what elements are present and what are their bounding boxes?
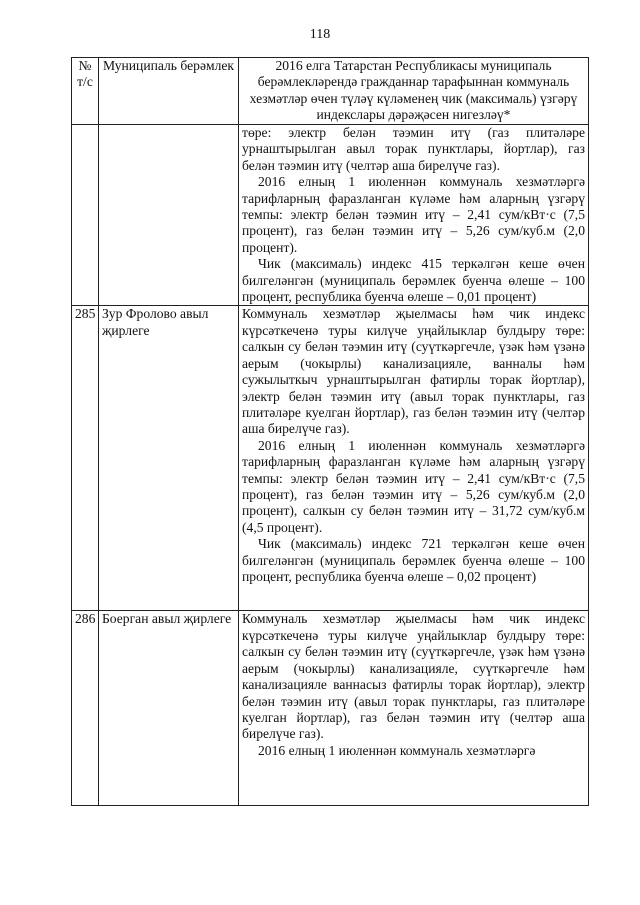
- row-description: [239, 125, 589, 306]
- header-municipality: Муниципаль берәмлек: [99, 58, 239, 125]
- paragraph: төре: электр белән тәэмин итү (газ плитәләре урнаштырылган авыл торак пунктлары, йортлар), газ белән тәэмин итү (челтәр аша бирелүче газ).: [242, 125, 585, 173]
- paragraph: Чик (максималь) индекс 721 теркәлгән кеше өчен билгеләнгән (муниципаль берәмлек буенча өлеше – 100 процент, республика буенча өлеше – 0,02 процент): [242, 536, 585, 584]
- table-row: [72, 306, 589, 611]
- page-number: 118: [309, 27, 331, 42]
- paragraph: 2016 елның 1 июленнән коммуналь хезмәтләргә тарифларның фаразланган күләме һәм аларның үзгәрү темпы: электр белән тәэмин итү – 2,41 сум/кВт·с (7,5 процент), газ белән тәэмин итү – 5,26 сум/куб.м (2,0 процент), салкын су белән тәэмин итү – 31,72 сум/куб.м (4,5 процент).: [242, 437, 585, 535]
- row-description: [239, 611, 589, 806]
- row-number: [72, 125, 99, 306]
- table-header-row: [72, 58, 589, 125]
- row-number: 286: [72, 611, 99, 806]
- tariff-table: [71, 57, 589, 806]
- paragraph: 2016 елның 1 июленнән коммуналь хезмәтләргә тарифларның фаразланган күләме һәм аларның үзгәрү темпы: электр белән тәэмин итү – 2,41 сум/кВт·с (7,5 процент), газ белән тәэмин итү – 5,26 сум/куб.м (2,0 процент).: [242, 174, 585, 255]
- paragraph: Коммуналь хезмәтләр җыелмасы һәм чик индекс күрсәткеченә туры килүче уңайлыклар булдыру төре: салкын су белән тәэмин итү (суүткәргечле, үзәк һәм үзәнә аерым (чокырлы) канализацияле, ванналы һәм сужылыткыч урнаштырылган фатирлы торак йортлар), электр белән тәэмин итү (авыл торак пунктлары, газ плитәләре куелган йортлар), газ белән тәэмин итү (челтәр аша бирелүче газ).: [242, 306, 585, 437]
- header-number: № т/с: [72, 58, 99, 125]
- paragraph: Коммуналь хезмәтләр җыелмасы һәм чик индекс күрсәткеченә туры килүче уңайлыклар булдыру төре: салкын су белән тәэмин итү (суүткәргечле, үзәк һәм үзәнә аерым (чокырлы) канализацияле, суүткәргечле һәм канализацияле ваннасыз фатирлы торак йортлар), электр белән тәэмин итү (авыл торак пунктлары, газ плитәләре куелган йортлар), газ белән тәэмин итү (челтәр аша бирелүче газ).: [242, 611, 585, 742]
- row-municipality: [99, 125, 239, 306]
- paragraph: Чик (максималь) индекс 415 теркәлгән кеше өчен билгеләнгән (муниципаль берәмлек буенча өлеше – 100 процент, республика буенча өлеше – 0,01 процент): [242, 256, 585, 305]
- row-municipality: Зур Фролово авыл җирлеге: [99, 306, 239, 611]
- row-description: [239, 306, 589, 611]
- header-description: 2016 елга Татарстан Республикасы муниципаль берәмлекләрендә гражданнар тарафыннан коммуналь хезмәтләр өчен түләү күләменең чик (максималь) үзгәрү индекслары дәрәҗәсен нигезләү*: [239, 58, 589, 125]
- table-row: [72, 125, 589, 306]
- row-number: 285: [72, 306, 99, 611]
- table-row: [72, 611, 589, 806]
- paragraph: 2016 елның 1 июленнән коммуналь хезмәтләргә: [258, 742, 536, 758]
- row-municipality: Боерган авыл җирлеге: [99, 611, 239, 806]
